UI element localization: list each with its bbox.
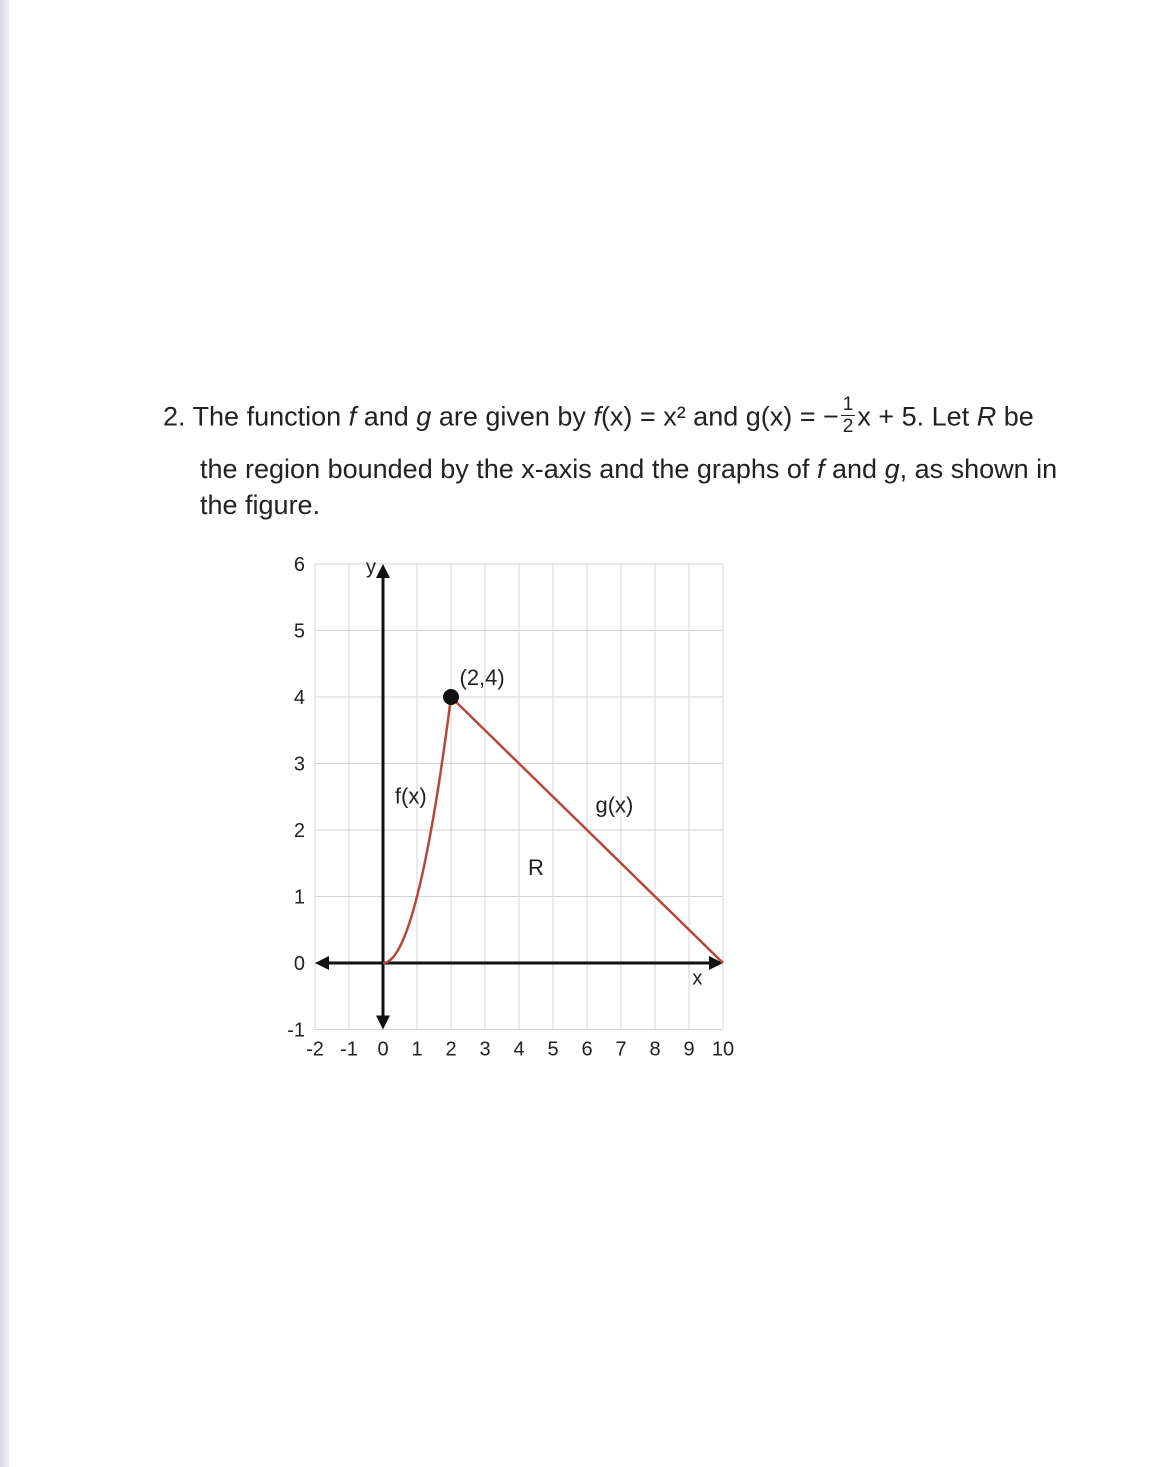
grid xyxy=(315,564,723,1030)
fraction-numerator: 1 xyxy=(842,394,854,415)
x-tick-label: -1 xyxy=(340,1038,358,1061)
variable-g: g xyxy=(884,454,900,484)
y-tick-label: 2 xyxy=(293,820,305,842)
problem-line-3: the figure. xyxy=(200,490,321,520)
x-tick-label: 5 xyxy=(547,1038,559,1061)
x-tick-label: 7 xyxy=(615,1038,627,1061)
y-tick-label: 3 xyxy=(293,753,305,776)
intersection-point xyxy=(443,689,459,705)
f-label: f(x) xyxy=(394,783,427,809)
y-tick-label: -1 xyxy=(287,1019,305,1042)
g-rhs: x + 5. Let xyxy=(857,401,970,432)
y-axis-arrow-up xyxy=(376,564,390,578)
text-segment: and xyxy=(831,454,878,484)
left-edge-strip xyxy=(0,0,9,1467)
y-axis-label: y xyxy=(366,556,376,579)
x-tick-label: 3 xyxy=(479,1038,491,1061)
x-tick-labels xyxy=(306,1039,734,1061)
variable-R: R xyxy=(976,401,997,432)
y-tick-label: 6 xyxy=(293,554,305,576)
f-rhs: (x) = x² and xyxy=(600,401,739,432)
variable-f: f xyxy=(816,454,825,484)
text-segment: are given by xyxy=(438,401,586,432)
x-tick-label: 4 xyxy=(513,1038,525,1061)
x-axis-arrow-left xyxy=(315,956,329,970)
x-tick-label: 9 xyxy=(683,1038,695,1061)
variable-f: f xyxy=(348,401,357,432)
y-tick-label: 4 xyxy=(293,687,305,709)
point-label: (2,4) xyxy=(459,665,505,691)
g-label: g(x) xyxy=(595,792,634,818)
y-tick-label: 5 xyxy=(293,620,305,643)
text-segment: The function xyxy=(192,401,342,432)
problem-line-2 xyxy=(200,454,1057,485)
text-segment: , as shown in xyxy=(899,454,1058,484)
y-tick-label: 1 xyxy=(293,886,305,909)
text-segment: the region bounded by the x-axis and the graphs of xyxy=(200,454,810,484)
x-tick-label: 8 xyxy=(649,1038,661,1061)
x-tick-label: 1 xyxy=(411,1038,423,1061)
x-axis-label: x xyxy=(692,967,703,990)
y-axis-arrow-down xyxy=(376,1016,390,1030)
x-tick-label: 2 xyxy=(445,1038,457,1061)
g-definition: g(x) = − xyxy=(745,401,839,432)
fraction-one-half xyxy=(841,395,856,436)
x-tick-label: 10 xyxy=(711,1038,735,1061)
function-graph xyxy=(280,550,750,1070)
f-definition: f xyxy=(593,401,601,432)
region-label: R xyxy=(528,855,544,881)
x-tick-label: 6 xyxy=(581,1038,593,1061)
fraction-denominator: 2 xyxy=(842,416,854,437)
problem-number: 2. xyxy=(163,401,186,432)
problem-line-1 xyxy=(163,394,1034,439)
text-segment: be xyxy=(1003,401,1034,432)
graph-labels xyxy=(366,556,702,989)
x-tick-label: 0 xyxy=(377,1038,389,1061)
y-tick-labels xyxy=(287,554,305,1042)
x-tick-label: -2 xyxy=(306,1038,324,1061)
x-axis-arrow-right xyxy=(709,956,723,970)
y-tick-label: 0 xyxy=(293,953,305,975)
text-segment: and xyxy=(363,401,409,432)
variable-g: g xyxy=(416,401,432,432)
